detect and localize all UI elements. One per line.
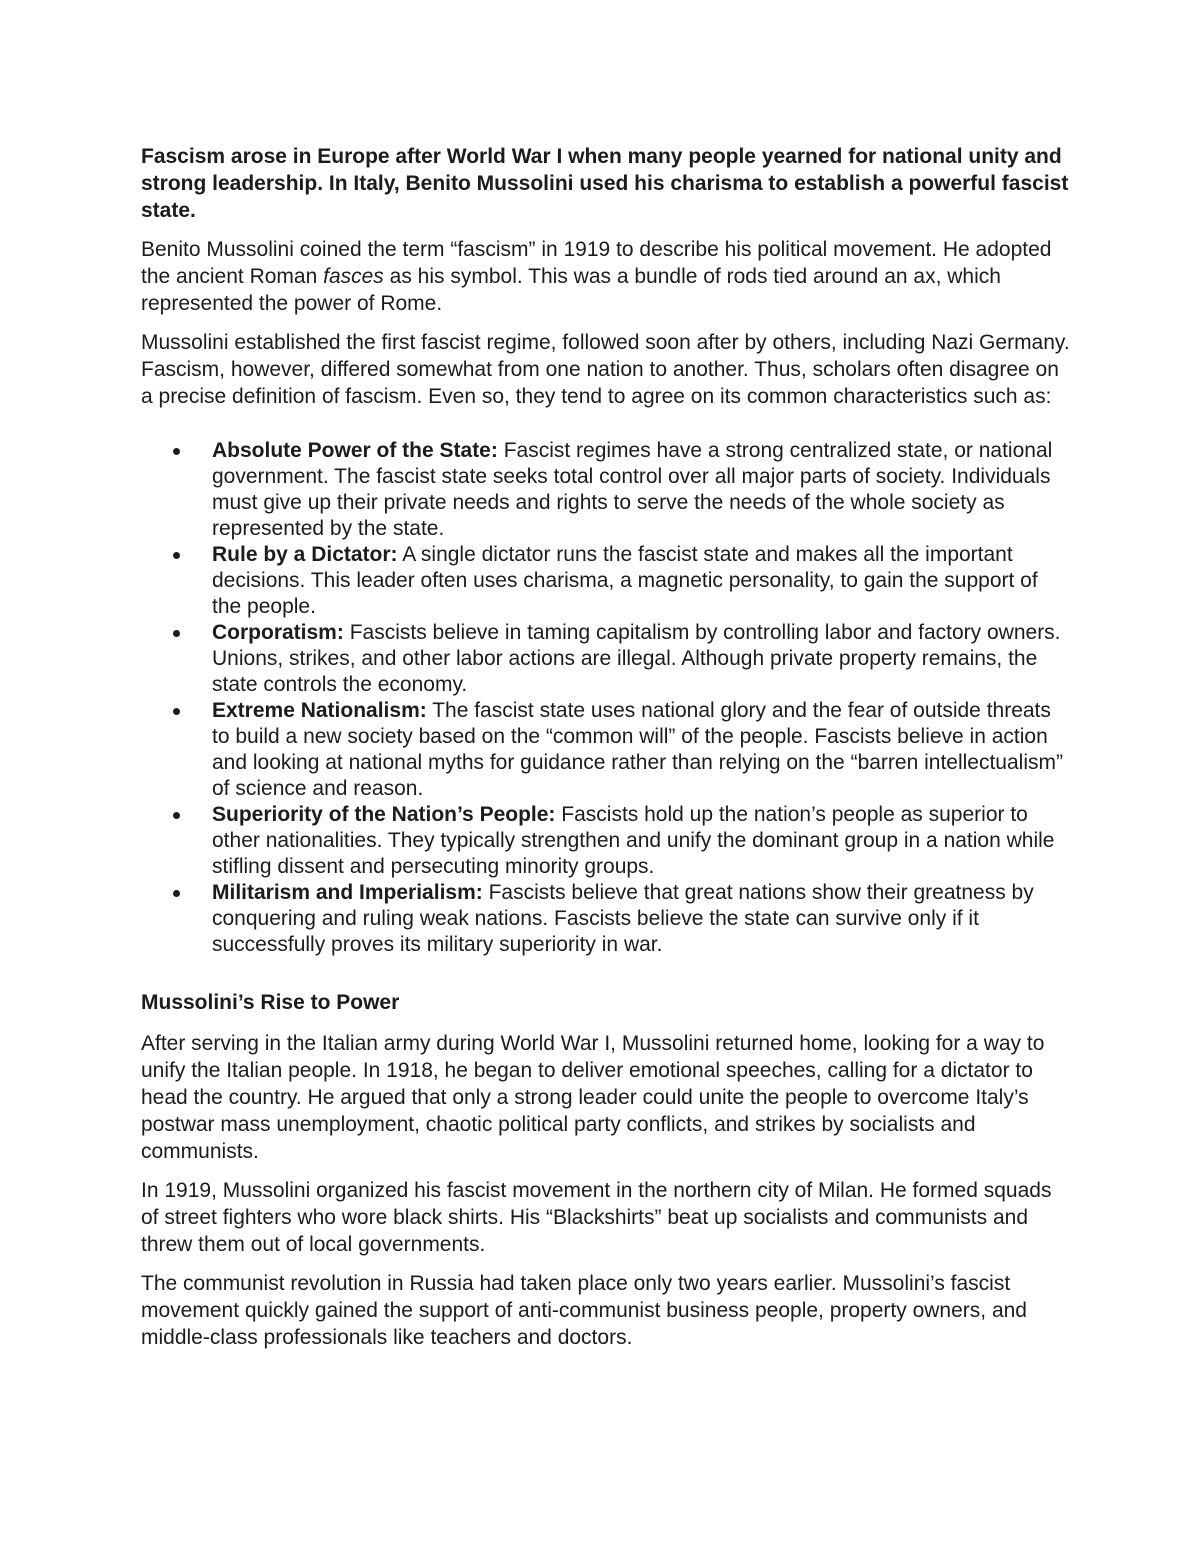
list-item-text: Fascists believe in taming capitalism by controlling labor and factory owners. Unions, strikes, and other labor actions are illegal. Although private property remains, the state controls the economy.	[212, 621, 1061, 696]
paragraph-term-origin	[141, 236, 1071, 317]
bullet-icon	[173, 812, 180, 819]
paragraph-text: as his symbol. This was a bundle of rods tied around an ax, which represented the power of Rome.	[141, 265, 1001, 315]
list-item-term: Superiority of the Nation’s People:	[212, 803, 556, 826]
italic-term: fasces	[323, 265, 384, 288]
list-item-text: Fascists believe that great nations show their greatness by conquering and ruling weak nations. Fascists believe the state can survive only if it successfully proves its military superiority in war.	[212, 881, 1034, 956]
list-item-text: A single dictator runs the fascist state and makes all the important decisions. This leader often uses charisma, a magnetic personality, to gain the support of the people.	[212, 543, 1038, 618]
section-heading: Mussolini’s Rise to Power	[141, 991, 400, 1014]
characteristics-list	[141, 438, 1071, 958]
list-item-term: Corporatism:	[212, 621, 344, 644]
list-item	[141, 802, 1071, 880]
paragraph-support: The communist revolution in Russia had taken place only two years earlier. Mussolini’s fascist movement quickly gained the support of anti-communist business people, property owners, and middle-class professionals like teachers and doctors.	[141, 1272, 1027, 1349]
list-item	[141, 620, 1071, 698]
paragraph-rise: After serving in the Italian army during World War I, Mussolini returned home, looking for a way to unify the Italian people. In 1918, he began to deliver emotional speeches, calling for a dictator to head the country. He argued that only a strong leader could unite the people to overcome Italy’s postwar mass unemployment, chaotic political party conflicts, and strikes by socialists and communists.	[141, 1032, 1045, 1163]
list-item-text: Fascists hold up the nation’s people as superior to other nationalities. They typically strengthen and unify the dominant group in a nation while stifling dissent and persecuting minority groups.	[212, 803, 1055, 878]
list-item	[141, 438, 1071, 542]
bullet-icon	[173, 448, 180, 455]
list-item	[141, 542, 1071, 620]
bullet-icon	[173, 630, 180, 637]
paragraph-characteristics-intro: Mussolini established the first fascist regime, followed soon after by others, including Nazi Germany. Fascism, however, differed somewhat from one nation to another. Thus, scholars often disagree on a precise definition of fascism. Even so, they tend to agree on its common characteristics such as:	[141, 331, 1070, 408]
list-item-term: Rule by a Dictator:	[212, 543, 398, 566]
list-item-text: The fascist state uses national glory and the fear of outside threats to build a new society based on the “common will” of the people. Fascists believe in action and looking at national myths for guidance rather than relying on the “barren intellectualism” of science and reason.	[212, 699, 1063, 800]
paragraph-blackshirts: In 1919, Mussolini organized his fascist movement in the northern city of Milan. He formed squads of street fighters who wore black shirts. His “Blackshirts” beat up socialists and communists and threw them out of local governments.	[141, 1179, 1052, 1256]
paragraph-text: Benito Mussolini coined the term “fascism” in 1919 to describe his political movement. He adopted the ancient Roman	[141, 238, 1052, 288]
intro-paragraph: Fascism arose in Europe after World War I when many people yearned for national unity and strong leadership. In Italy, Benito Mussolini used his charisma to establish a powerful fascist state.	[141, 145, 1069, 222]
list-item-term: Absolute Power of the State:	[212, 439, 498, 462]
list-item-term: Extreme Nationalism:	[212, 699, 427, 722]
list-item-text: Fascist regimes have a strong centralized state, or national government. The fascist state seeks total control over all major parts of society. Individuals must give up their private needs and rights to serve the needs of the whole society as represented by the state.	[212, 439, 1053, 540]
document-page	[141, 143, 1071, 1363]
bullet-icon	[173, 708, 180, 715]
bullet-icon	[173, 890, 180, 897]
list-item-term: Militarism and Imperialism:	[212, 881, 483, 904]
list-item	[141, 880, 1071, 958]
bullet-icon	[173, 552, 180, 559]
list-item	[141, 698, 1071, 802]
